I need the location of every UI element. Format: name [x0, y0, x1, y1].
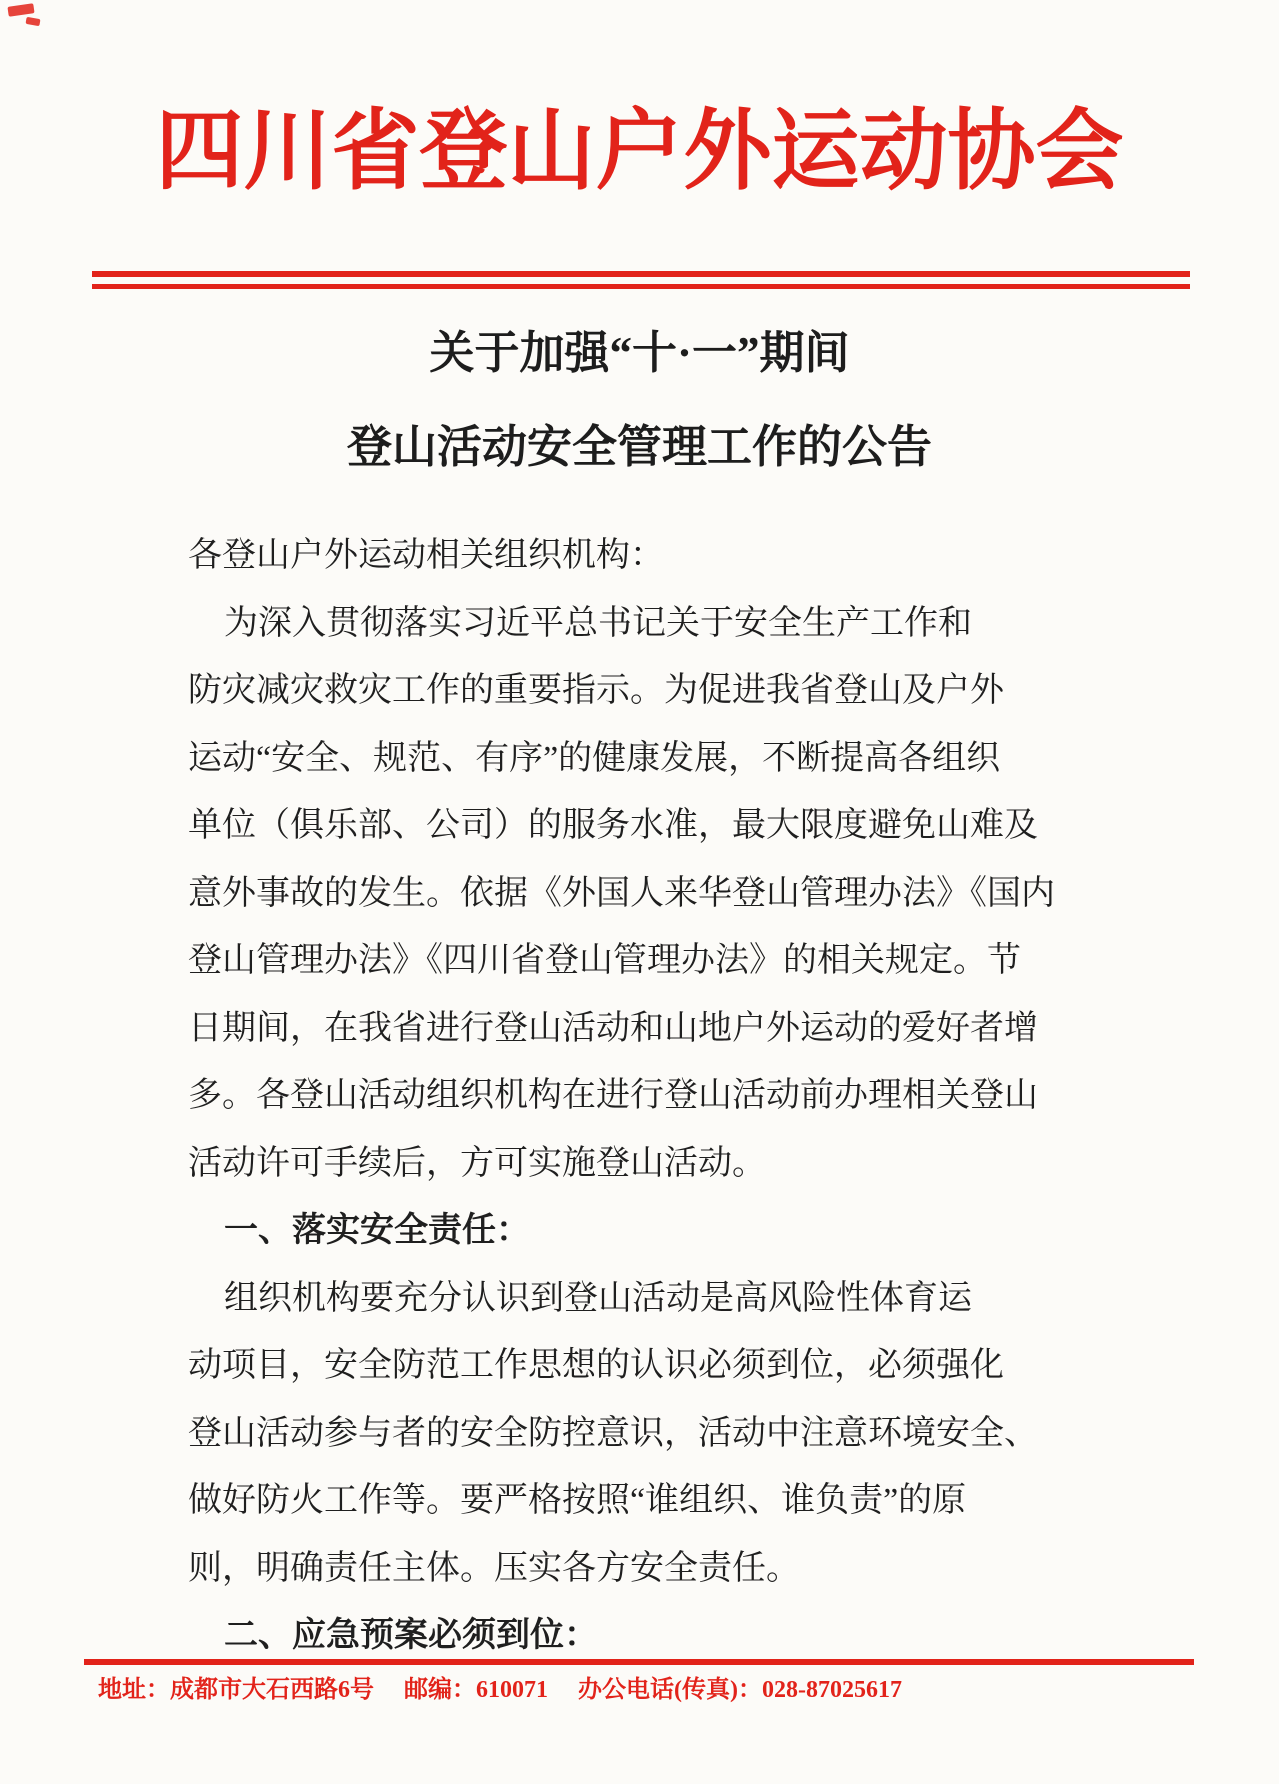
body-line: 为深入贯彻落实习近平总书记关于安全生产工作和	[224, 604, 972, 642]
section-heading-1: 一、落实安全责任：	[224, 1212, 530, 1249]
doc-title-line2: 登山活动安全管理工作的公告	[346, 422, 932, 472]
body-line: 日期间，在我省进行登山活动和山地户外运动的爱好者增	[188, 1009, 1038, 1047]
footer-address: 成都市大石西路6号	[170, 1677, 374, 1703]
footer-address-label: 地址：	[98, 1677, 170, 1703]
header-rule-bottom	[92, 284, 1190, 289]
body-line-salutation: 各登山户外运动相关组织机构：	[188, 537, 664, 574]
header-rule-top	[92, 271, 1190, 277]
scan-artifact	[25, 17, 40, 26]
body-line: 意外事故的发生。依据《外国人来华登山管理办法》《国内	[188, 874, 1055, 912]
footer-rule	[84, 1659, 1194, 1665]
doc-title-line1: 关于加强“十·一”期间	[429, 328, 850, 378]
body-line: 则，明确责任主体。压实各方安全责任。	[188, 1549, 800, 1587]
body-line: 做好防火工作等。要严格按照“谁组织、谁负责”的原	[188, 1482, 967, 1519]
body-line: 登山管理办法》《四川省登山管理办法》的相关规定。节	[188, 942, 1021, 979]
body-line: 多。各登山活动组织机构在进行登山活动前办理相关登山	[188, 1077, 1038, 1114]
body-line: 登山活动参与者的安全防控意识，活动中注意环境安全、	[188, 1414, 1038, 1452]
footer-postal-code: 610071	[476, 1677, 548, 1703]
org-name-header: 四川省登山户外运动协会	[155, 104, 1124, 201]
body-line: 活动许可手续后，方可实施登山活动。	[188, 1144, 766, 1182]
body-line: 运动“安全、规范、有序”的健康发展，不断提高各组织	[188, 739, 1001, 777]
footer-phone: 028-87025617	[761, 1677, 902, 1703]
footer-phone-label: 办公电话(传真)：	[578, 1677, 762, 1703]
body-line: 组织机构要充分认识到登山活动是高风险性体育运	[224, 1279, 972, 1317]
document-body	[188, 522, 1168, 1670]
body-line: 单位（俱乐部、公司）的服务水准，最大限度避免山难及	[188, 807, 1038, 844]
section-heading-2: 二、应急预案必须到位：	[224, 1617, 598, 1654]
body-line: 防灾减灾救灾工作的重要指示。为促进我省登山及户外	[188, 672, 1004, 709]
footer-postal-label: 邮编：	[404, 1677, 476, 1703]
body-line: 动项目，安全防范工作思想的认识必须到位，必须强化	[188, 1347, 1004, 1384]
scan-artifact	[7, 3, 34, 17]
footer	[98, 1673, 902, 1707]
